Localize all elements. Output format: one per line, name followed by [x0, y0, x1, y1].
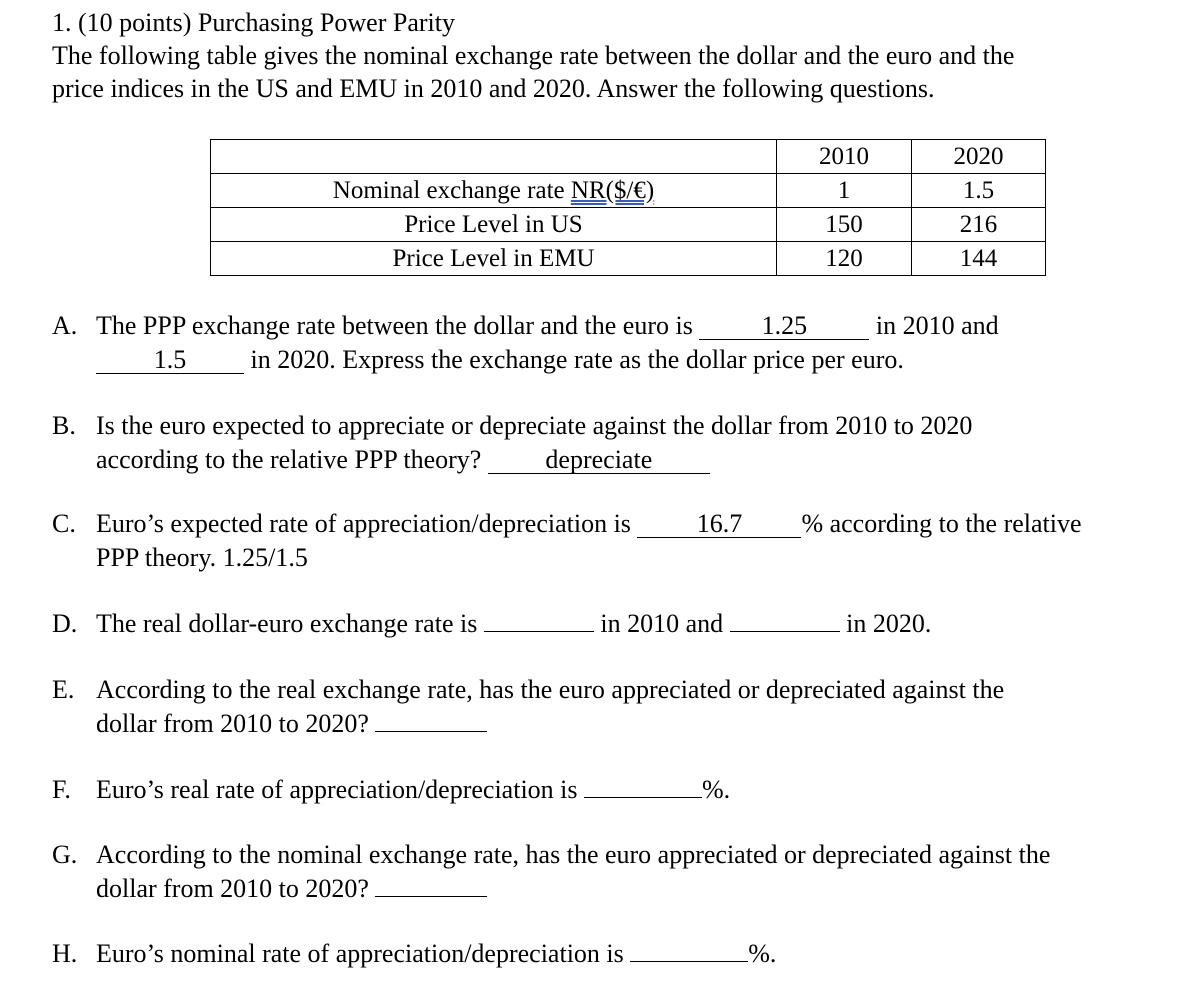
row-label-prefix: Nominal exchange rate	[332, 176, 571, 204]
table-row	[211, 174, 1046, 208]
table-row	[211, 242, 1046, 276]
question-text: PPP theory. 1.25/1.5	[96, 543, 308, 572]
row-label-abbreviation: NR($/€)	[570, 176, 655, 204]
answer-expected-direction[interactable]: depreciate	[488, 446, 710, 474]
table-header-2020: 2020	[912, 140, 1046, 174]
question-text: The real dollar-euro exchange rate is	[96, 609, 484, 638]
question-text: Euro’s nominal rate of appreciation/depreciation is	[96, 939, 631, 968]
table-cell-2010: 150	[777, 208, 912, 242]
question-letter: B.	[52, 411, 76, 440]
table-header-blank	[211, 140, 777, 174]
table-cell-2020: 216	[912, 208, 1046, 242]
table-cell-2010: 120	[777, 242, 912, 276]
answer-expected-rate[interactable]: 16.7	[637, 510, 801, 538]
table-row-label	[211, 174, 777, 208]
answer-nominal-direction[interactable]	[375, 896, 487, 897]
question-text: According to the nominal exchange rate, has the euro appreciated or depreciated against the	[96, 840, 1051, 869]
question-text: according to the relative PPP theory?	[96, 445, 488, 474]
answer-real-rate[interactable]	[584, 797, 702, 798]
question-text: %.	[702, 775, 731, 804]
question-text: in 2010 and	[593, 609, 730, 638]
question-text: in 2010 and	[869, 311, 999, 340]
question-text: % according to the relative	[801, 509, 1082, 538]
answer-real-rate-2020[interactable]	[730, 631, 840, 632]
question-text: dollar from 2010 to 2020?	[96, 874, 376, 903]
question-text: dollar from 2010 to 2020?	[96, 709, 376, 738]
answer-nominal-rate[interactable]	[630, 961, 748, 962]
question-text: Is the euro expected to appreciate or depreciate against the dollar from 2010 to 2020	[96, 411, 973, 440]
question-text: in 2020.	[839, 609, 932, 638]
question-text: Euro’s real rate of appreciation/depreciation is	[96, 775, 585, 804]
question-letter: C.	[52, 509, 76, 538]
question-text: in 2020. Express the exchange rate as the dollar price per euro.	[244, 345, 904, 374]
question-letter: A.	[52, 311, 78, 340]
answer-ppp-2010[interactable]: 1.25	[699, 312, 869, 340]
question-text: %.	[748, 939, 777, 968]
problem-title: 1. (10 points) Purchasing Power Parity	[52, 8, 455, 37]
question-letter: E.	[52, 675, 75, 704]
table-cell-2020: 1.5	[912, 174, 1046, 208]
exchange-rate-table	[210, 139, 1046, 276]
problem-intro-line-1: The following table gives the nominal exchange rate between the dollar and the euro and the	[52, 41, 1015, 70]
question-letter: G.	[52, 840, 78, 869]
answer-real-rate-2010[interactable]	[484, 631, 594, 632]
table-cell-2010: 1	[777, 174, 912, 208]
table-row	[211, 208, 1046, 242]
problem-intro-line-2: price indices in the US and EMU in 2010 and 2020. Answer the following questions.	[52, 74, 935, 103]
question-letter: H.	[52, 939, 78, 968]
question-text: The PPP exchange rate between the dollar and the euro is	[96, 311, 700, 340]
question-text: According to the real exchange rate, has the euro appreciated or depreciated against the	[96, 675, 1005, 704]
question-letter: D.	[52, 609, 78, 638]
question-letter: F.	[52, 775, 71, 804]
table-row-label: Price Level in US	[211, 208, 777, 242]
answer-ppp-2020[interactable]: 1.5	[96, 346, 244, 374]
question-text: Euro’s expected rate of appreciation/depreciation is	[96, 509, 638, 538]
table-header-row	[211, 140, 1046, 174]
table-row-label: Price Level in EMU	[211, 242, 777, 276]
answer-real-direction[interactable]	[375, 731, 487, 732]
table-cell-2020: 144	[912, 242, 1046, 276]
table-header-2010: 2010	[777, 140, 912, 174]
